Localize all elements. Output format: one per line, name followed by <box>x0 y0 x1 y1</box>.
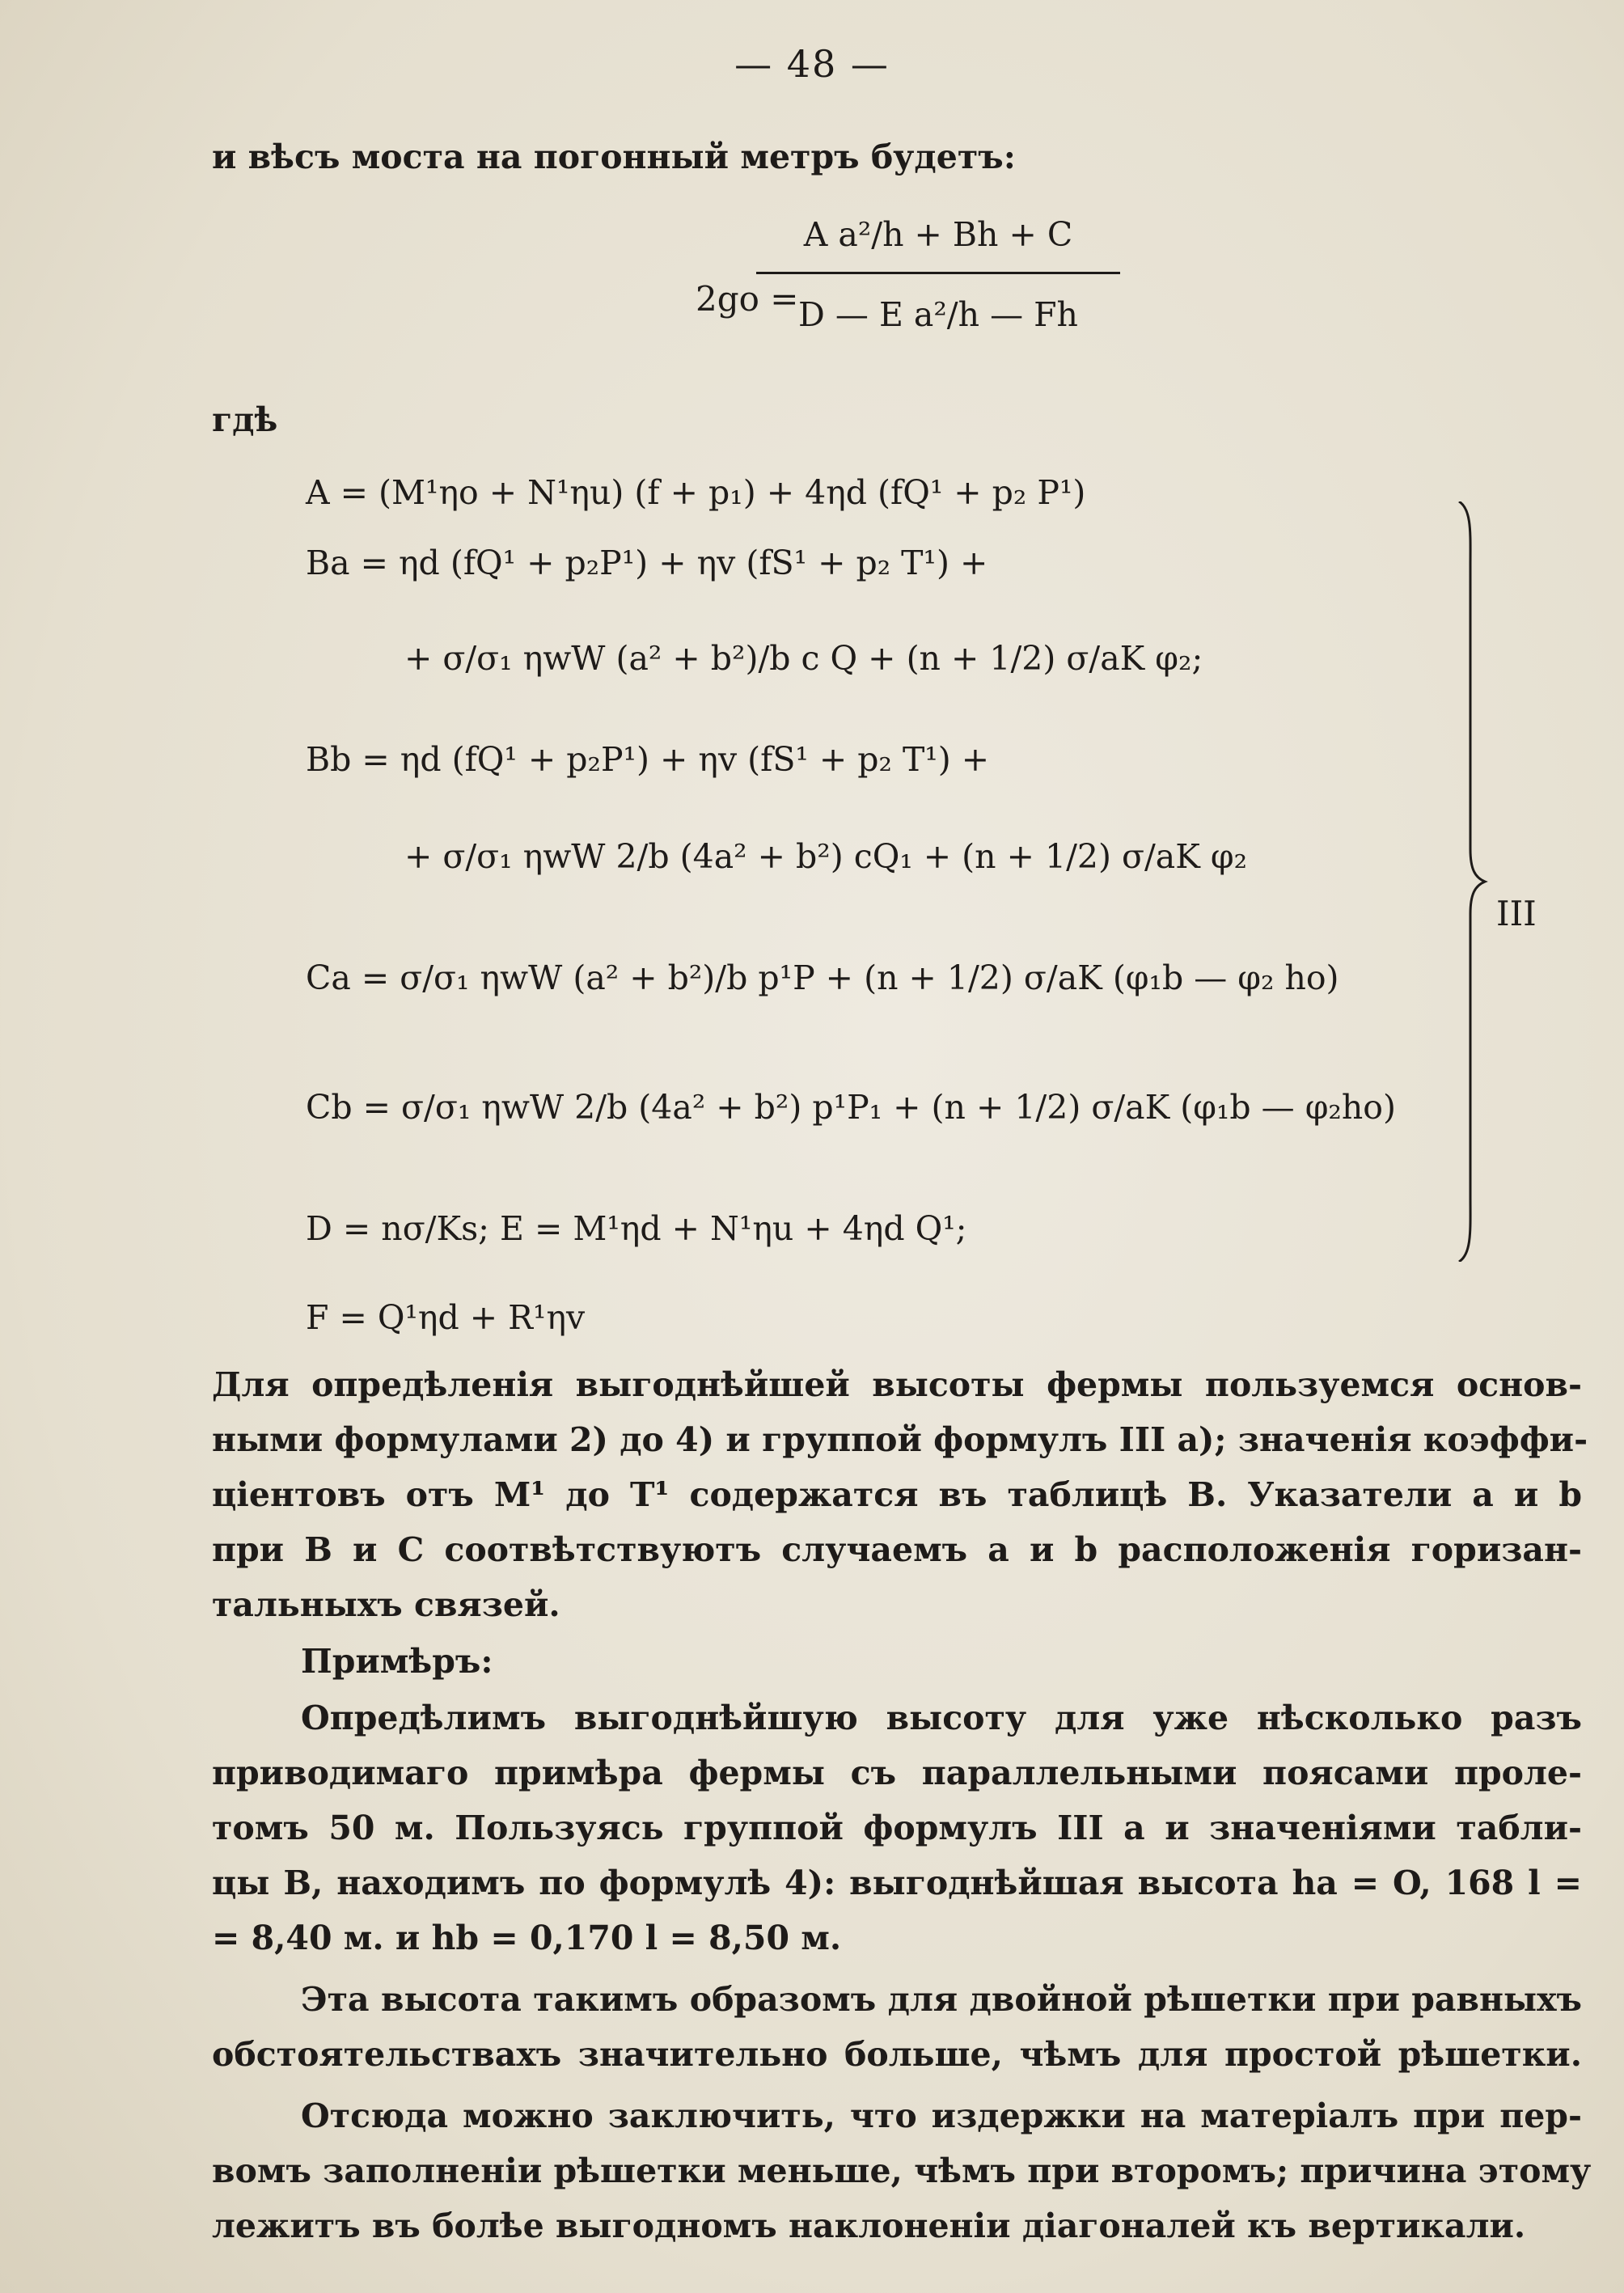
formula-D-E: D = nσ/Ks; E = M¹ηd + N¹ηu + 4ηd Q¹; <box>306 1209 967 1248</box>
main-formula-numerator: A a²/h + Bh + C <box>803 215 1073 254</box>
formula-Cb: Cb = σ/σ₁ ηwW 2/b (4a² + b²) p¹P₁ + (n + 1/2) σ/aK (φ₁b — φ₂ho) <box>306 1088 1396 1127</box>
main-formula-fraction <box>756 199 1120 334</box>
formula-Ba-line2: + σ/σ₁ ηwW (a² + b²)/b c Q + (n + 1/2) σ/aK φ₂; <box>404 639 1203 678</box>
paragraph1-line3: ціентовъ отъ M¹ до T¹ содержатся въ таблицѣ B. Указатели a и b <box>212 1475 1582 1514</box>
intro-line: и вѣсъ моста на погонный метръ будетъ: <box>212 137 1016 176</box>
formula-F: F = Q¹ηd + R¹ηv <box>306 1298 586 1337</box>
paragraph1-line5: тальныхъ связей. <box>212 1585 560 1624</box>
main-formula-lhs: 2go = <box>696 279 799 319</box>
paragraph2-line1: Опредѣлимъ выгоднѣйшую высоту для уже нѣсколько разъ <box>301 1699 1582 1737</box>
paragraph3-line1: Эта высота такимъ образомъ для двойной рѣшетки при равныхъ <box>301 1980 1582 2019</box>
formula-Bb-line1: Bb = ηd (fQ¹ + p₂P¹) + ηv (fS¹ + p₂ T¹) + <box>306 740 990 779</box>
formula-A: A = (M¹ηo + N¹ηu) (f + p₁) + 4ηd (fQ¹ + p₂ P¹) <box>306 473 1086 512</box>
where-label: гдѣ <box>212 400 278 439</box>
paragraph2-line5: = 8,40 м. и hb = 0,170 l = 8,50 м. <box>212 1919 842 1957</box>
paragraph1-line1: Для опредѣленія выгоднѣйшей высоты фермы пользуемся основ- <box>212 1365 1582 1404</box>
paragraph2-line2: приводимаго примѣра фермы съ параллельными поясами проле- <box>212 1754 1582 1792</box>
formula-Bb-line2: + σ/σ₁ ηwW 2/b (4a² + b²) cQ₁ + (n + 1/2) σ/aK φ₂ <box>404 837 1248 876</box>
group-label: III <box>1496 894 1537 933</box>
group-brace-icon <box>1456 501 1488 1262</box>
main-formula-denominator: D — E a²/h — Fh <box>756 272 1120 334</box>
paragraph2-line4: цы B, находимъ по формулѣ 4): выгоднѣйшая высота ha = O, 168 l = <box>212 1864 1582 1902</box>
paragraph3-line2: обстоятельствахъ значительно больше, чѣмъ для простой рѣшетки. <box>212 2035 1582 2074</box>
example-label: Примѣръ: <box>301 1642 493 1681</box>
formula-Ba-line1: Ba = ηd (fQ¹ + p₂P¹) + ηv (fS¹ + p₂ T¹) + <box>306 544 988 582</box>
page-number: — 48 — <box>734 42 890 86</box>
paragraph1-line2: ными формулами 2) до 4) и группой формулъ III a); значенія коэффи- <box>212 1420 1588 1459</box>
paragraph4-line3: лежитъ въ болѣе выгодномъ наклоненіи діагоналей къ вертикали. <box>212 2206 1526 2245</box>
paragraph4-line2: вомъ заполненіи рѣшетки меньше, чѣмъ при второмъ; причина этому <box>212 2151 1592 2190</box>
formula-Ca: Ca = σ/σ₁ ηwW (a² + b²)/b p¹P + (n + 1/2) σ/aK (φ₁b — φ₂ ho) <box>306 958 1339 997</box>
paragraph2-line3: томъ 50 м. Пользуясь группой формулъ III a и значеніями табли- <box>212 1809 1582 1847</box>
paragraph4-line1: Отсюда можно заключить, что издержки на матеріалъ при пер- <box>301 2096 1582 2135</box>
paragraph1-line4: при B и C соотвѣтствуютъ случаемъ a и b расположенія горизан- <box>212 1530 1582 1569</box>
